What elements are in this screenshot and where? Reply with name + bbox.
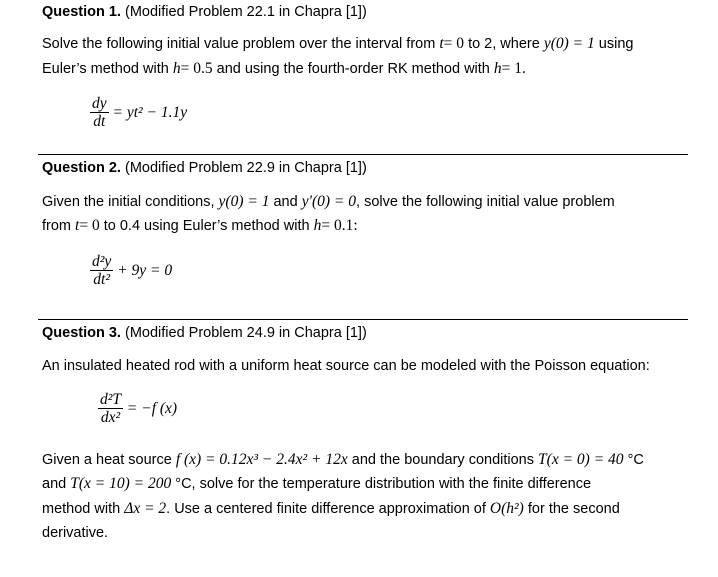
q3-order: O(h²) [489,500,524,517]
q3-text-b: and the boundary conditions [351,452,534,468]
q2-eq-zero: = 0 [79,217,100,234]
q1-init-cond: y(0) = 1 [543,35,595,52]
q3-frac-num: d²T [100,391,122,408]
q3-text-d: °C, solve for the temperature distribution with the finite difference [175,476,592,492]
q3-text-a: Given a heat source [42,452,172,468]
q3-step-dx: Δx = 2 [124,500,167,517]
q2-fraction [90,254,113,288]
q3-line4: derivative. [42,525,109,541]
q2-text-b: and [273,194,298,210]
divider-1 [38,154,688,155]
q2-eq-rhs: + 9y = 0 [117,262,173,279]
q3-title-rest: (Modified Problem 24.9 in Chapra [1]) [125,325,367,341]
q2-line2 [42,213,692,239]
q1-text-b: to 2, where [468,36,540,52]
q3-equation [98,392,177,426]
q2-h-value: = 0.1: [321,217,358,234]
q3-intro: An insulated heated rod with a uniform heat source can be modeled with the Poisson equation: [42,358,650,374]
q1-var-t: t [439,35,444,52]
q3-title [42,325,367,341]
q3-fraction [98,392,123,426]
q3-line1 [42,447,692,473]
q3-text-f: . Use a centered finite difference approximation of [166,501,486,517]
q3-text-g: for the second [527,501,620,517]
q2-line1 [42,189,692,215]
q3-bc-left: T(x = 0) = 40 [538,451,624,468]
q2-label: Question 2. [42,160,121,176]
q2-title-rest: (Modified Problem 22.9 in Chapra [1]) [125,160,367,176]
q3-text-e: method with [42,501,121,517]
q2-text-c: , solve the following initial value problem [356,194,615,210]
q1-title-rest: (Modified Problem 22.1 in Chapra [1]) [125,4,367,20]
q1-label: Question 1. [42,4,121,20]
q2-init-cond-y: y(0) = 1 [218,193,270,210]
q1-eq-zero: = 0 [443,35,465,52]
q3-line3 [42,496,692,522]
q3-unit-c: °C [627,452,644,468]
q1-var-h1: h [172,60,181,77]
q1-var-h2: h [493,60,502,77]
q3-eq-rhs: = −f (x) [126,400,178,417]
q1-fraction [90,96,109,130]
q2-init-cond-yp: y′(0) = 0 [301,193,357,210]
q2-text-a: Given the initial conditions, [42,194,215,210]
q3-frac-den: dx² [100,409,121,426]
q1-line1 [42,31,692,57]
q1-h1-value: = 0.5 [180,60,213,77]
q3-bc-right: T(x = 10) = 200 [70,475,172,492]
q1-title [42,4,367,20]
q1-line2 [42,56,692,82]
q2-title [42,160,367,176]
q1-frac-num: dy [92,95,107,112]
q3-line2 [42,471,692,497]
q1-frac-den: dt [93,113,106,130]
q1-eq-rhs: = yt² − 1.1y [112,104,188,121]
q1-text-a: Solve the following initial value problem over the interval from [42,36,436,52]
q1-equation [90,96,187,130]
q1-text-c: using [598,36,634,52]
q3-label: Question 3. [42,325,121,341]
q2-var-t: t [75,217,80,234]
q2-var-h: h [313,217,322,234]
q1-text-e: and using the fourth-order RK method with [216,61,490,77]
q2-equation [90,254,172,288]
q2-frac-den: dt² [93,271,110,288]
q2-text-d: from [42,218,71,234]
q3-text-c: and [42,476,67,492]
q2-frac-num: d²y [92,253,112,270]
q1-text-d: Euler’s method with [42,61,169,77]
divider-2 [38,319,688,320]
q3-heat-source-fn: f (x) = 0.12x³ − 2.4x² + 12x [175,451,348,468]
q1-h2-value: = 1. [501,60,526,77]
q2-text-e: to 0.4 using Euler’s method with [103,218,310,234]
